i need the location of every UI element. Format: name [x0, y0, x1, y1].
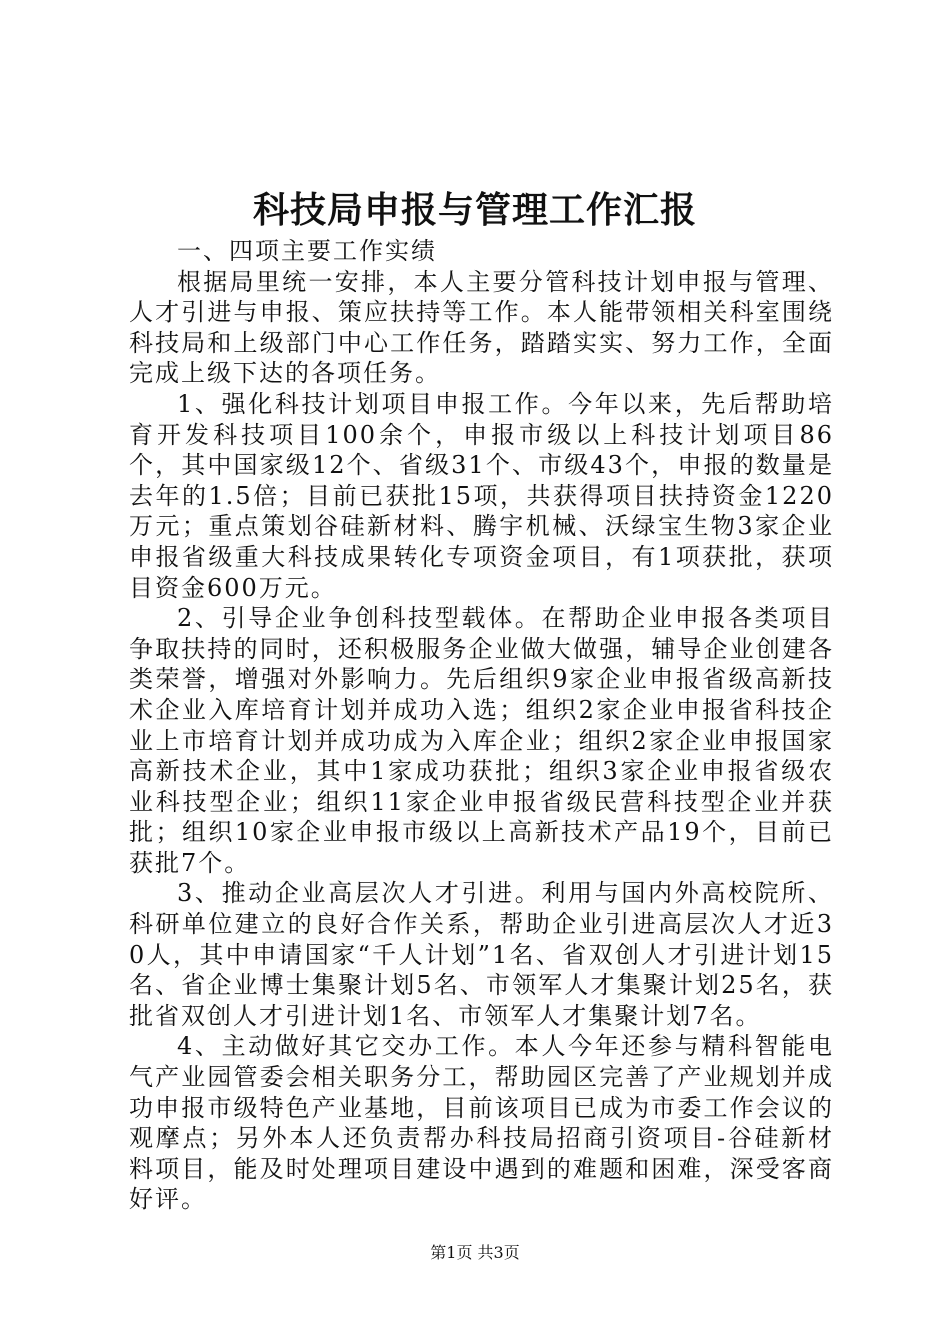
paragraph-tech-carriers: 2、引导企业争创科技型载体。在帮助企业申报各类项目争取扶持的同时，还积极服务企业做大做强，辅导企业创建各类荣誉，增强对外影响力。先后组织9家企业申报省级高新技术企业入库培育计划并成功入选；组织2家企业申报省科技企业上市培育计划并成功成为入库企业；组织2家企业申报国家高新技术企业，其中1家成功获批；组织3家企业申报省级农业科技型企业；组织11家企业申报省级民营科技型企业并获批；组织10家企业申报市级以上高新技术产品19个，目前已获批7个。: [129, 604, 834, 877]
document-body: [129, 236, 834, 1215]
page-number-footer: 第1页 共3页: [430, 1243, 520, 1262]
paragraph-project-application: 1、强化科技计划项目申报工作。今年以来，先后帮助培育开发科技项目100余个，申报市级以上科技计划项目86个，其中国家级12个、省级31个、市级43个，申报的数量是去年的1.5倍；目前已获批15项，共获得项目扶持资金1220万元；重点策划谷硅新材料、腾宇机械、沃绿宝生物3家企业申报省级重大科技成果转化专项资金项目，有1项获批，获项目资金600万元。: [129, 389, 834, 602]
document-title: 科技局申报与管理工作汇报: [252, 189, 697, 231]
intro-paragraph: 根据局里统一安排，本人主要分管科技计划申报与管理、人才引进与申报、策应扶持等工作。本人能带领相关科室围绕科技局和上级部门中心工作任务，踏踏实实、努力工作，全面完成上级下达的各项任务。: [129, 267, 834, 388]
paragraph-other-work: 4、主动做好其它交办工作。本人今年还参与精科智能电气产业园管委会相关职务分工，帮助园区完善了产业规划并成功申报市级特色产业基地，目前该项目已成为市委工作会议的观摩点；另外本人还负责帮办科技局招商引资项目-谷硅新材料项目，能及时处理项目建设中遇到的难题和困难，深受客商好评。: [129, 1032, 834, 1214]
paragraph-talent-introduction: 3、推动企业高层次人才引进。利用与国内外高校院所、科研单位建立的良好合作关系，帮助企业引进高层次人才近30人，其中申请国家“千人计划”1名、省双创人才引进计划15名、省企业博士集聚计划5名、市领军人才集聚计划25名，获批省双创人才引进计划1名、市领军人才集聚计划7名。: [129, 879, 834, 1030]
section-heading: 一、四项主要工作实绩: [177, 237, 437, 265]
